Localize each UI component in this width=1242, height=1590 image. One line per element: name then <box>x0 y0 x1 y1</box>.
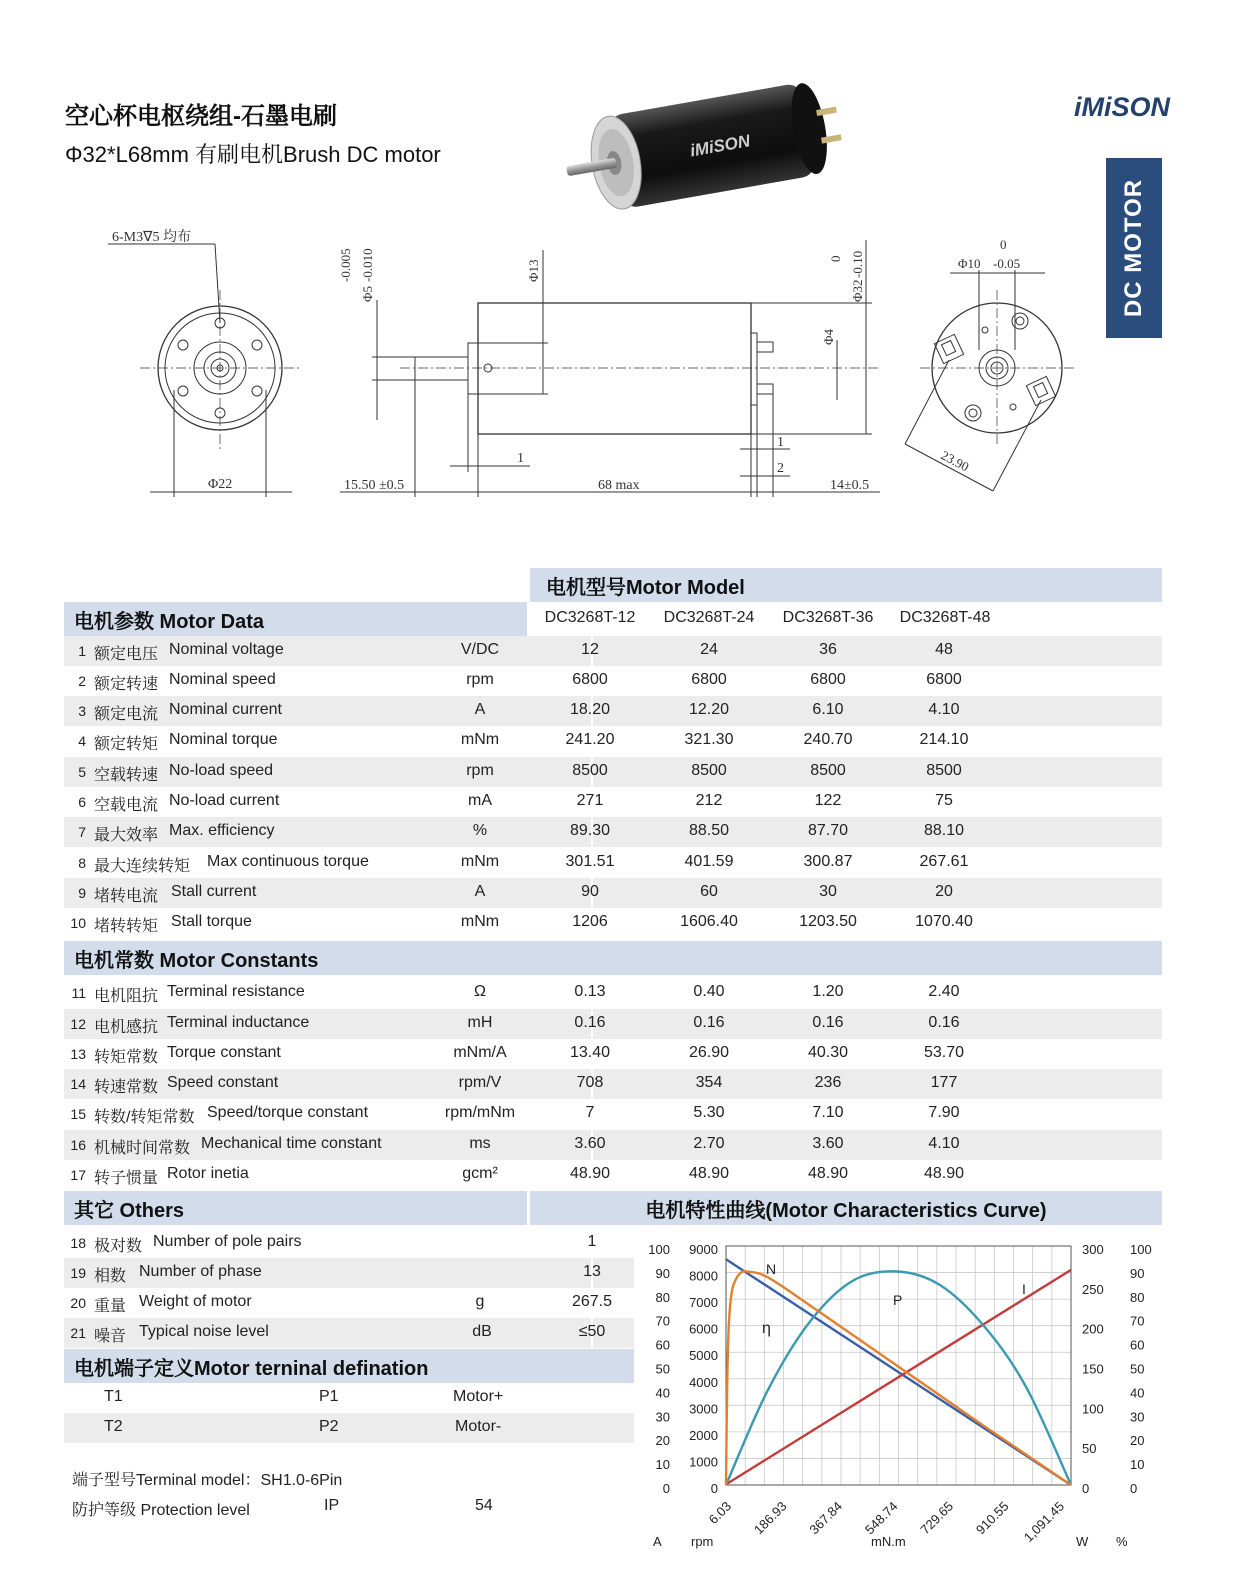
dim-d32: Φ32 <box>850 279 865 302</box>
tick-label-pct: 0 <box>1130 1481 1138 1496</box>
row-num: 9 <box>78 885 86 901</box>
row-value: 2.40 <box>928 983 960 1000</box>
row-cn: 电机感抗 <box>94 1019 159 1036</box>
table-row <box>64 696 1162 726</box>
row-value: 401.59 <box>684 853 734 870</box>
tick-label-pct: 10 <box>1130 1457 1145 1473</box>
row-value: 48.90 <box>569 1165 611 1182</box>
row-cn: 相数 <box>94 1268 127 1285</box>
table-row <box>64 1413 634 1443</box>
brand-logo: iMiSON <box>1074 92 1171 122</box>
row-value: 5.30 <box>693 1104 725 1121</box>
dim-d32-tol-bot: -0.10 <box>850 250 865 278</box>
axis-label-pct: % <box>1116 1534 1128 1549</box>
side-tab-label: DC MOTOR <box>1120 178 1147 318</box>
tick-label-rpm: 0 <box>710 1481 718 1496</box>
row-en: Rotor inetia <box>167 1165 249 1182</box>
row-value: 236 <box>814 1074 842 1091</box>
row-cn: 转矩常数 <box>94 1049 159 1066</box>
row-en: Typical noise level <box>139 1323 269 1340</box>
model-names-row <box>530 604 1162 634</box>
row-unit: rpm/V <box>458 1074 502 1091</box>
table-row <box>64 1258 634 1288</box>
tick-label-x: 6.03 <box>705 1498 735 1528</box>
table-row <box>64 787 1162 817</box>
row-value: 177 <box>930 1074 958 1091</box>
tick-label-w: 100 <box>1082 1401 1104 1417</box>
row-value: 8500 <box>926 762 962 779</box>
row-cn: 噪音 <box>94 1328 127 1345</box>
tick-label-rpm: 2000 <box>689 1427 718 1443</box>
series-label-p: P <box>893 1292 903 1308</box>
row-value: 301.51 <box>565 853 615 870</box>
axis-label-x: mN.m <box>871 1534 906 1549</box>
row-unit: gcm² <box>462 1165 498 1182</box>
row-num: 5 <box>78 764 86 780</box>
row-en: Stall torque <box>171 913 252 930</box>
row-value: 60 <box>700 883 718 900</box>
row-en: Number of phase <box>139 1263 262 1280</box>
table-row <box>64 978 1162 1008</box>
dim-diag: 23.90 <box>938 447 972 475</box>
tick-label-pct: 60 <box>1130 1337 1145 1353</box>
row-num: 8 <box>78 855 86 871</box>
row-value: 7.90 <box>928 1104 960 1121</box>
tick-label-rpm: 9000 <box>689 1242 718 1257</box>
motor-constants-header: 电机常数 Motor Constants <box>64 941 1162 975</box>
terminal-id: T1 <box>104 1388 123 1405</box>
row-value: 1.20 <box>812 983 844 1000</box>
tick-label-rpm: 8000 <box>689 1268 718 1284</box>
row-value: 6800 <box>926 671 962 688</box>
row-num: 4 <box>78 733 86 749</box>
row-en: Stall current <box>171 883 257 900</box>
motor-photo <box>555 78 855 213</box>
row-unit: A <box>474 883 486 900</box>
row-num: 1 <box>78 643 86 659</box>
row-value: 4.10 <box>928 701 960 718</box>
tick-label-a: 30 <box>655 1409 670 1425</box>
row-en: Nominal current <box>169 701 282 718</box>
tick-label-a: 90 <box>655 1265 670 1281</box>
tick-label-rpm: 7000 <box>689 1295 718 1311</box>
tick-label-x: 910.55 <box>972 1498 1012 1538</box>
row-unit: rpm <box>466 671 494 688</box>
row-value: 0.40 <box>693 983 725 1000</box>
row-num: 14 <box>70 1076 86 1092</box>
row-unit: rpm/mNm <box>444 1104 516 1121</box>
series-label-n: N <box>766 1261 777 1277</box>
row-num: 17 <box>70 1167 86 1183</box>
row-cn: 空载转速 <box>94 767 159 784</box>
row-cn: 极对数 <box>94 1238 143 1255</box>
table-row <box>64 757 1162 787</box>
table-row <box>64 1099 1162 1129</box>
table-row <box>64 1039 1162 1069</box>
row-num: 13 <box>70 1046 86 1062</box>
row-en: Speed/torque constant <box>207 1104 369 1121</box>
row-en: Speed constant <box>167 1074 279 1091</box>
tick-label-pct: 70 <box>1130 1313 1145 1329</box>
table-row <box>64 1228 634 1258</box>
row-num: 16 <box>70 1137 86 1153</box>
rear-view <box>905 237 1075 491</box>
row-value: 6.10 <box>812 701 844 718</box>
table-row <box>64 1383 634 1413</box>
row-value: 87.70 <box>807 822 849 839</box>
tick-label-pct: 50 <box>1130 1361 1145 1377</box>
tick-label-w: 0 <box>1082 1481 1090 1496</box>
row-unit: mNm <box>460 913 500 930</box>
row-value: 122 <box>814 792 842 809</box>
tick-label-a: 40 <box>655 1385 670 1401</box>
terminal-id: T2 <box>104 1418 123 1435</box>
row-value: 4.10 <box>928 1135 960 1152</box>
dim-len-1b: 1 <box>777 435 784 450</box>
row-num: 6 <box>78 794 86 810</box>
row-num: 15 <box>70 1106 86 1122</box>
dim-d32-tol-top: 0 <box>828 255 843 262</box>
tick-label-w: 300 <box>1082 1242 1104 1257</box>
table-row <box>64 1069 1162 1099</box>
table-row <box>64 1160 1162 1190</box>
table-row <box>64 1318 634 1348</box>
tick-label-x: 186.93 <box>750 1498 790 1538</box>
row-value: 300.87 <box>803 853 853 870</box>
row-cn: 重量 <box>94 1298 127 1315</box>
tick-label-a: 20 <box>655 1433 670 1449</box>
model-name: DC3268T-48 <box>899 609 991 626</box>
tick-label-w: 200 <box>1082 1321 1104 1337</box>
tick-label-rpm: 3000 <box>689 1401 718 1417</box>
dim-shaft-len: 15.50 ±0.5 <box>344 478 405 493</box>
tick-label-x: 548.74 <box>861 1498 901 1538</box>
row-en: Weight of motor <box>139 1293 252 1310</box>
tick-label-rpm: 6000 <box>689 1321 718 1337</box>
row-value: 240.70 <box>803 731 853 748</box>
row-value: 8500 <box>572 762 608 779</box>
photo-brand-text: iMiSON <box>688 131 752 161</box>
dim-body-len: 68 max <box>598 478 640 493</box>
row-value: 3.60 <box>574 1135 606 1152</box>
row-value: 6800 <box>691 671 727 688</box>
row-value: 8500 <box>810 762 846 779</box>
row-value: 26.90 <box>688 1044 730 1061</box>
row-en: Number of pole pairs <box>153 1233 302 1250</box>
row-num: 2 <box>78 673 86 689</box>
tick-label-a: 70 <box>655 1313 670 1329</box>
row-num: 20 <box>70 1295 86 1311</box>
terminal-pin: P1 <box>319 1388 339 1405</box>
dim-len-1a: 1 <box>517 451 524 466</box>
row-unit: mNm/A <box>453 1044 507 1061</box>
row-value: 12 <box>581 641 599 658</box>
row-en: Torque constant <box>167 1044 281 1061</box>
terminal-model-line: 端子型号Terminal model：SH1.0-6Pin <box>72 1472 343 1489</box>
row-unit: mA <box>468 792 492 809</box>
row-value: 12.20 <box>688 701 730 718</box>
row-en: Terminal resistance <box>167 983 305 1000</box>
terminal-header: 电机端子定义Motor terninal defination <box>64 1349 634 1383</box>
row-value: 90 <box>581 883 599 900</box>
characteristics-chart <box>636 1230 1156 1555</box>
series-label-eta: η <box>762 1320 771 1337</box>
row-value: 48 <box>935 641 953 658</box>
row-value: 267.5 <box>571 1293 613 1310</box>
front-view <box>108 229 300 497</box>
chart-ticks <box>648 1242 1151 1545</box>
row-unit: A <box>474 701 486 718</box>
row-cn: 机械时间常数 <box>94 1140 191 1157</box>
row-num: 10 <box>70 915 86 931</box>
row-value: 0.16 <box>574 1014 606 1031</box>
row-en: Nominal voltage <box>169 641 284 658</box>
row-unit: dB <box>472 1323 492 1340</box>
row-en: Max continuous torque <box>207 853 369 870</box>
row-value: 1203.50 <box>799 913 857 930</box>
row-value: 36 <box>819 641 837 658</box>
axis-label-w: W <box>1076 1534 1089 1549</box>
tick-label-a: 60 <box>655 1337 670 1353</box>
row-value: 354 <box>695 1074 723 1091</box>
row-value: 321.30 <box>684 731 734 748</box>
row-en: Max. efficiency <box>169 822 275 839</box>
dim-d4: Φ4 <box>821 328 836 345</box>
row-value: 7.10 <box>812 1104 844 1121</box>
protection-value: 54 <box>475 1497 493 1514</box>
row-unit: mNm <box>460 731 500 748</box>
row-num: 7 <box>78 824 86 840</box>
row-value: 1206 <box>572 913 608 930</box>
tick-label-pct: 100 <box>1130 1242 1152 1257</box>
terminal-desc: Motor+ <box>453 1388 504 1405</box>
tick-label-rpm: 5000 <box>689 1348 718 1364</box>
page-subtitle: Φ32*L68mm 有刷电机Brush DC motor <box>65 142 441 167</box>
row-cn: 额定转速 <box>94 676 159 693</box>
protection-label: 防护等级 Protection level <box>72 1502 250 1519</box>
row-value: 40.30 <box>807 1044 849 1061</box>
row-value: 75 <box>935 792 953 809</box>
dim-boss-tol-bot: -0.05 <box>993 256 1021 271</box>
row-value: 30 <box>819 883 837 900</box>
table-row <box>64 848 1162 878</box>
tick-label-x: 367.84 <box>806 1498 846 1538</box>
row-value: 0.13 <box>574 983 606 1000</box>
terminal-desc: Motor- <box>455 1418 502 1435</box>
row-value: 88.50 <box>688 822 730 839</box>
side-view <box>338 240 880 497</box>
row-cn: 转速常数 <box>94 1079 159 1096</box>
tick-label-x: 1,091.45 <box>1020 1498 1068 1545</box>
others-header: 其它 Others <box>64 1191 527 1225</box>
dim-d22: Φ22 <box>208 477 233 492</box>
table-row <box>64 1288 634 1318</box>
table-row <box>64 1009 1162 1039</box>
row-value: 214.10 <box>919 731 969 748</box>
row-cn: 最大效率 <box>94 827 159 844</box>
table-row <box>64 878 1162 908</box>
tick-label-rpm: 4000 <box>689 1374 718 1390</box>
row-value: 18.20 <box>569 701 611 718</box>
chart-title: 电机特性曲线(Motor Characteristics Curve) <box>530 1191 1162 1225</box>
row-value: 1 <box>587 1233 597 1250</box>
table-row <box>64 666 1162 696</box>
row-cn: 空载电流 <box>94 797 159 814</box>
row-num: 12 <box>70 1016 86 1032</box>
row-cn: 额定转矩 <box>94 736 159 753</box>
tick-label-w: 150 <box>1082 1361 1104 1377</box>
dim-shaft-tol-top: -0.005 <box>338 248 353 282</box>
page-title: 空心杯电枢绕组-石墨电刷 <box>65 103 337 130</box>
row-value: 708 <box>576 1074 604 1091</box>
row-cn: 堵转电流 <box>94 888 159 905</box>
row-cn: 额定电压 <box>94 646 159 663</box>
model-name: DC3268T-24 <box>663 609 755 626</box>
row-unit: mNm <box>460 853 500 870</box>
row-value: 89.30 <box>569 822 611 839</box>
row-unit: rpm <box>466 762 494 779</box>
motor-data-header: 电机参数 Motor Data <box>64 602 527 636</box>
row-value: ≤50 <box>578 1323 606 1340</box>
row-value: 6800 <box>572 671 608 688</box>
row-unit: mH <box>467 1014 493 1031</box>
tick-label-x: 729.65 <box>917 1498 957 1538</box>
row-cn: 最大连续转矩 <box>94 858 191 875</box>
side-tab <box>1106 158 1162 338</box>
row-value: 271 <box>576 792 604 809</box>
row-unit: Ω <box>474 983 486 1000</box>
tick-label-pct: 30 <box>1130 1409 1145 1425</box>
row-value: 48.90 <box>923 1165 965 1182</box>
model-name: DC3268T-36 <box>782 609 874 626</box>
hole-note: 6-M3∇5 均布 <box>112 230 191 245</box>
row-num: 3 <box>78 703 86 719</box>
row-unit: % <box>472 822 488 839</box>
dimension-drawing <box>112 225 1040 505</box>
axis-label-rpm: rpm <box>691 1534 714 1549</box>
dim-term-len: 14±0.5 <box>830 478 870 493</box>
row-num: 18 <box>70 1235 86 1251</box>
row-value: 267.61 <box>919 853 969 870</box>
row-value: 2.70 <box>693 1135 725 1152</box>
table-row <box>64 1130 1162 1160</box>
dim-d13: Φ13 <box>526 259 541 282</box>
row-cn: 电机阻抗 <box>94 988 159 1005</box>
row-value: 0.16 <box>928 1014 960 1031</box>
row-cn: 转数/转矩常数 <box>94 1109 195 1126</box>
tick-label-a: 100 <box>648 1242 670 1257</box>
tick-label-a: 50 <box>655 1361 670 1377</box>
tick-label-pct: 80 <box>1130 1289 1145 1305</box>
tick-label-w: 250 <box>1082 1281 1104 1297</box>
row-value: 0.16 <box>812 1014 844 1031</box>
axis-label-a: A <box>653 1534 662 1549</box>
tick-label-a: 0 <box>662 1481 670 1496</box>
row-value: 13 <box>583 1263 601 1280</box>
row-value: 48.90 <box>688 1165 730 1182</box>
row-en: Nominal torque <box>169 731 278 748</box>
row-unit: ms <box>469 1135 491 1152</box>
table-row <box>64 908 1162 938</box>
row-value: 1070.40 <box>915 913 973 930</box>
row-en: Mechanical time constant <box>201 1135 382 1152</box>
row-num: 19 <box>70 1265 86 1281</box>
row-value: 8500 <box>691 762 727 779</box>
row-cn: 额定电流 <box>94 706 159 723</box>
tick-label-pct: 90 <box>1130 1265 1145 1281</box>
table-row <box>64 636 1162 666</box>
row-unit: V/DC <box>460 641 500 658</box>
terminal-pin: P2 <box>319 1418 339 1435</box>
row-cn: 堵转转矩 <box>94 918 159 935</box>
row-value: 48.90 <box>807 1165 849 1182</box>
row-value: 24 <box>700 641 718 658</box>
protection-code: IP <box>324 1497 340 1514</box>
tick-label-rpm: 1000 <box>689 1454 718 1470</box>
row-value: 88.10 <box>923 822 965 839</box>
tick-label-a: 80 <box>655 1289 670 1305</box>
dim-len-2: 2 <box>777 461 784 476</box>
row-value: 13.40 <box>569 1044 611 1061</box>
row-value: 241.20 <box>565 731 615 748</box>
row-en: Terminal inductance <box>167 1014 310 1031</box>
motor-model-header: 电机型号Motor Model <box>530 568 1162 602</box>
row-en: Nominal speed <box>169 671 276 688</box>
row-unit: g <box>475 1293 485 1310</box>
dim-shaft-tol-bot: -0.010 <box>360 248 375 282</box>
row-cn: 转子惯量 <box>94 1170 159 1187</box>
row-value: 1606.40 <box>680 913 738 930</box>
table-row <box>64 726 1162 756</box>
row-value: 3.60 <box>812 1135 844 1152</box>
row-value: 20 <box>935 883 953 900</box>
row-num: 11 <box>71 985 86 1001</box>
row-value: 7 <box>585 1104 595 1121</box>
tick-label-w: 50 <box>1082 1441 1097 1457</box>
dim-boss-tol-top: 0 <box>1000 237 1007 252</box>
dim-boss-dia: Φ10 <box>958 256 981 271</box>
dim-shaft-dia: Φ5 <box>360 285 375 302</box>
row-en: No-load current <box>169 792 280 809</box>
tick-label-a: 10 <box>655 1457 670 1473</box>
row-num: 21 <box>70 1325 86 1341</box>
row-value: 0.16 <box>693 1014 725 1031</box>
row-value: 212 <box>695 792 723 809</box>
tick-label-pct: 20 <box>1130 1433 1145 1449</box>
model-name: DC3268T-12 <box>544 609 636 626</box>
row-value: 6800 <box>810 671 846 688</box>
tick-label-pct: 40 <box>1130 1385 1145 1401</box>
series-label-i: I <box>1022 1281 1026 1297</box>
row-en: No-load speed <box>169 762 274 779</box>
table-row <box>64 817 1162 847</box>
row-value: 53.70 <box>923 1044 965 1061</box>
